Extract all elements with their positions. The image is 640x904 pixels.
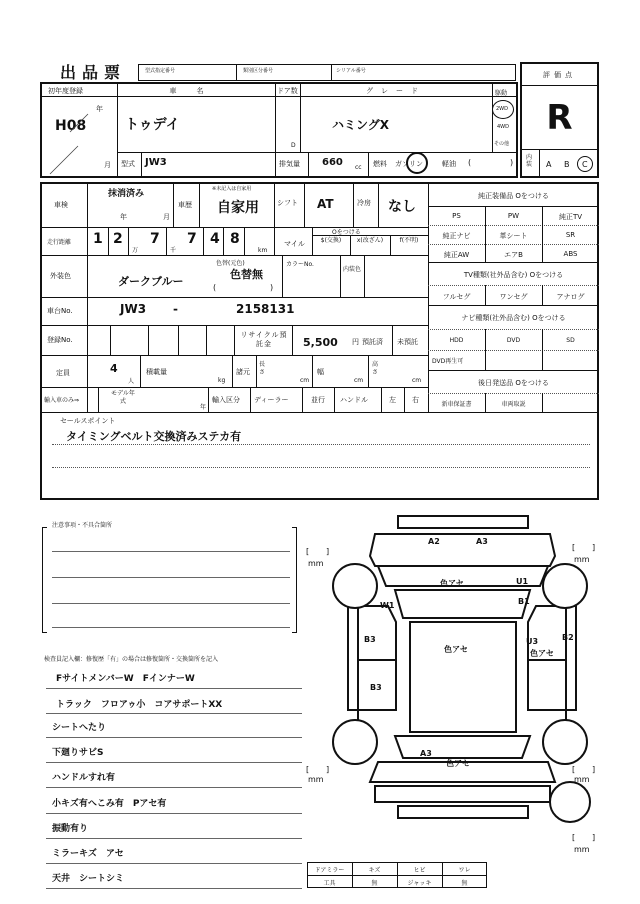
drive-2wd: 2WD <box>496 106 508 112</box>
note-item: 小キズ有へこみ有 Pアセ有 <box>52 799 167 809</box>
fuel-label: 燃料 <box>373 160 387 168</box>
aircon-value: なし <box>388 199 416 215</box>
rear-bumper-shape <box>398 806 528 818</box>
genuine-title: 純正装備品 Oをつける <box>478 192 549 200</box>
first-reg-value: H08 <box>55 118 87 134</box>
equip-navi: 純正ナビ <box>442 232 471 240</box>
damage-code: A2 <box>428 537 440 546</box>
model-year-label: モデル年式 <box>111 390 135 405</box>
rear-glass-shape <box>395 736 530 758</box>
shaken-year: 年 <box>120 213 127 221</box>
legend-kizu: キズ <box>368 867 381 874</box>
handle-label: ハンドル <box>340 396 368 404</box>
recycle-label: リサイクル預託金 <box>240 331 288 348</box>
equip-tv: 純正TV <box>558 213 583 221</box>
equip-sr: SR <box>565 231 576 239</box>
recycle-deposited: 預託済 <box>362 338 383 346</box>
svg-text:]: ] <box>592 765 596 774</box>
displacement-label: 排気量 <box>279 160 300 168</box>
recycle-undeposited: 未預託 <box>397 338 418 346</box>
color-change-value: 色替無 <box>230 268 263 281</box>
damage-code: B3 <box>364 635 376 644</box>
serial-label: シリアル番号 <box>336 68 366 74</box>
width-label: 幅 <box>317 368 324 376</box>
interior-c-circle <box>577 156 593 172</box>
damage-code: A3 <box>420 749 432 758</box>
interior-label: 内装 <box>526 154 533 168</box>
mileage-d5: 4 <box>210 231 220 247</box>
note-item: ミラーキズ アセ <box>52 849 124 859</box>
shaken-month: 月 <box>163 213 170 221</box>
load-unit: kg <box>218 377 226 384</box>
wheel-front-right <box>543 564 587 608</box>
height-cm: cm <box>412 377 422 384</box>
svg-text:]: ] <box>592 833 596 842</box>
interior-c: C <box>582 160 588 169</box>
mm-label: mm <box>574 775 590 784</box>
evaluation-label: 評価点 <box>543 71 576 79</box>
front-panel-shape <box>370 534 555 566</box>
front-bumper-shape <box>398 516 528 528</box>
interior-a: A <box>546 160 552 169</box>
dealer-option: ディーラー <box>254 396 289 404</box>
legend-mirror: ドアミラー <box>314 867 345 874</box>
page-title: 出品票 <box>60 63 127 82</box>
note-item: トラック フロアゥ小 コアサポートXX <box>56 700 223 710</box>
mm-label: mm <box>308 559 324 568</box>
recycle-value: 5,500 <box>303 336 338 349</box>
shift-label: シフト <box>277 199 298 207</box>
wheel-rear-right <box>543 720 587 764</box>
legend-hibi: ヒビ <box>413 867 426 874</box>
note-item: 天井 シートシミ <box>52 874 125 884</box>
katashiki-nintei-box <box>138 64 237 81</box>
capacity-label: 定員 <box>56 369 70 377</box>
grade-label: グレード <box>366 87 426 95</box>
caution-bracket-right <box>292 527 297 633</box>
history-value: 自家用 <box>217 200 259 216</box>
svg-text:]: ] <box>326 765 330 774</box>
note-item: 下廻りサビS <box>52 748 104 758</box>
chassis-label: 車台No. <box>47 307 73 315</box>
windshield-shape <box>395 590 530 618</box>
damage-code: U1 <box>516 577 529 586</box>
legend-jack: ジャッキ <box>407 880 432 887</box>
fuel-gas-circle <box>406 152 428 174</box>
legend-ware: ワレ <box>458 867 471 874</box>
displacement-value: 660 <box>322 157 343 168</box>
reg-no-label: 登録No. <box>47 336 73 344</box>
mileage-d3: 7 <box>150 231 160 247</box>
drive-4wd: 4WD <box>497 124 509 130</box>
tv-analog: アナログ <box>556 293 585 301</box>
sales-text: タイミングベルト交換済みステカ有 <box>66 430 242 443</box>
model-value: JW3 <box>145 157 167 168</box>
damage-code: U3 <box>526 637 539 646</box>
serial-box <box>331 64 516 81</box>
first-reg-year-mark: 年 <box>96 105 103 113</box>
model-year-nen: 年 <box>200 404 207 411</box>
first-reg-slashes <box>40 96 118 178</box>
note-item: FサイトメンバーW FインナーW <box>56 674 195 684</box>
man-mark: 万 <box>132 247 139 254</box>
navi-hdd: HDD <box>449 337 464 344</box>
dvd-playback: DVD再生可 <box>432 358 464 365</box>
equip-pw: PW <box>507 212 520 220</box>
svg-text:[: [ <box>306 765 310 774</box>
load-label: 積載量 <box>146 368 167 376</box>
later-title: 後日発送品 Oをつける <box>478 379 549 387</box>
capacity-value: 4 <box>110 362 118 375</box>
legend-tool-value: 無 <box>371 880 378 887</box>
caution-label: 注意事項・不具合箇所 <box>52 522 113 529</box>
drive-2wd-circle <box>492 100 514 119</box>
equip-airbag: エアB <box>504 251 523 259</box>
car-name-label: 車名 <box>169 87 224 95</box>
tv-fullseg: フルセグ <box>442 293 471 301</box>
note-item: ハンドルすれ有 <box>52 773 116 783</box>
mileage-d1: 1 <box>93 231 103 247</box>
displacement-unit: cc <box>355 164 362 171</box>
damage-code: B1 <box>518 597 530 606</box>
aircon-label: 冷房 <box>357 199 371 207</box>
mm-label: mm <box>308 775 324 784</box>
length-cm: cm <box>300 377 310 384</box>
damage-code: W1 <box>380 601 395 610</box>
handle-right: 右 <box>412 396 419 404</box>
unknown-option: f(不明) <box>399 237 419 244</box>
svg-text:[: [ <box>306 547 310 556</box>
katashiki-nintei-label: 型式指定番号 <box>145 68 176 74</box>
doors-label: ドア数 <box>277 87 298 95</box>
note-item: 振動有り <box>52 824 89 834</box>
damage-code: B2 <box>562 633 574 642</box>
wheel-rear-left <box>333 720 377 764</box>
km-mark: km <box>258 247 268 254</box>
svg-text:[: [ <box>572 543 576 552</box>
grade-value: ハミングX <box>332 118 390 132</box>
mark-note: Oをつける <box>332 229 361 236</box>
later-manual: 車両取説 <box>501 401 526 408</box>
damage-code: A3 <box>476 537 488 546</box>
damage-code: 色アセ <box>440 579 464 588</box>
shaken-label: 車検 <box>54 201 68 209</box>
length-label: 長さ <box>259 361 266 376</box>
drive-label: 駆動 <box>495 90 508 97</box>
roof-shape <box>410 622 516 732</box>
tamper-option: x(改ざん) <box>356 237 384 244</box>
svg-text:[: [ <box>572 833 576 842</box>
equip-ps: PS <box>452 212 461 220</box>
evaluation-value: R <box>546 98 573 138</box>
interior-color-label: 内装色 <box>342 266 361 273</box>
svg-text:]: ] <box>326 547 330 556</box>
chassis-dash: - <box>173 302 178 316</box>
damage-code: 色アセ <box>530 649 554 658</box>
equip-abs: ABS <box>563 250 578 258</box>
inspector-label: 検査員記入欄：修復歴「有」の場合は修復箇所・交換箇所を記入 <box>44 656 219 663</box>
damage-code: 色アセ <box>444 645 468 654</box>
legend-tool: 工具 <box>323 880 336 887</box>
import-type-label: 輸入区分 <box>212 396 240 404</box>
ruibetsu-label: 類別区分番号 <box>243 68 274 74</box>
damage-code: 色アセ <box>446 759 470 768</box>
ruibetsu-box <box>236 64 332 81</box>
evaluation-box <box>520 62 599 178</box>
car-name-value: トゥデイ <box>125 117 180 133</box>
damage-code: B3 <box>370 683 382 692</box>
dims-label: 諸元 <box>236 368 250 376</box>
mileage-d4: 7 <box>187 231 197 247</box>
doors-mark: D <box>291 142 296 149</box>
history-note: ※未記入は自家用 <box>212 186 252 192</box>
height-label: 高さ <box>372 361 379 376</box>
mile-label: マイル <box>284 240 305 248</box>
note-item: シートへたり <box>52 723 107 733</box>
drive-other: その他 <box>494 141 510 147</box>
mm-label: mm <box>574 555 590 564</box>
mileage-label: 走行距離 <box>47 239 72 246</box>
capacity-unit: 人 <box>128 378 135 385</box>
fuel-kei: 軽油 <box>442 160 456 168</box>
caution-bracket-left <box>42 527 47 633</box>
legend-jack-value: 無 <box>461 880 468 887</box>
fuel-gas: ガソリン <box>395 160 423 168</box>
chassis-number: 2158131 <box>236 302 295 316</box>
exchange-option: $(交換) <box>320 237 342 244</box>
tv-oneseg: ワンセグ <box>499 293 528 301</box>
parallel-option: 並行 <box>311 396 325 404</box>
shift-value: AT <box>317 197 334 211</box>
interior-b: B <box>564 160 570 169</box>
tv-title: TV種類(社外品含む) Oをつける <box>463 271 564 279</box>
mm-label: mm <box>574 845 590 854</box>
handle-left: 左 <box>389 396 396 404</box>
navi-dvd: DVD <box>506 337 521 344</box>
shaken-value: 抹消済み <box>108 189 145 199</box>
sales-label: セールスポイント <box>60 417 116 425</box>
color-change-label: 色替(元色) <box>216 260 245 267</box>
navi-title: ナビ種類(社外品含む) Oをつける <box>461 314 566 322</box>
color-value: ダークブルー <box>118 275 184 288</box>
chassis-prefix: JW3 <box>120 302 147 316</box>
mileage-d6: 8 <box>230 231 240 247</box>
svg-text:[: [ <box>572 765 576 774</box>
first-reg-label: 初年度登録 <box>48 87 83 95</box>
color-label: 外装色 <box>50 272 71 280</box>
svg-text:]: ] <box>592 543 596 552</box>
equip-leather: 革シート <box>499 232 528 240</box>
equip-aw: 純正AW <box>443 251 470 259</box>
model-label: 型式 <box>121 160 135 168</box>
import-label: 輸入車のみ⇒ <box>44 397 80 404</box>
later-warranty: 新車保証書 <box>441 401 472 408</box>
mileage-d2: 2 <box>113 231 123 247</box>
first-reg-month-mark: 月 <box>104 161 111 169</box>
recycle-unit: 円 <box>352 338 359 346</box>
spare-tire <box>550 782 590 822</box>
color-no-label: カラーNo. <box>286 261 314 268</box>
width-cm: cm <box>354 377 364 384</box>
history-label: 車歴 <box>178 201 192 209</box>
car-damage-diagram <box>300 510 620 870</box>
sen-mark: 千 <box>170 247 177 254</box>
wheel-front-left <box>333 564 377 608</box>
navi-sd: SD <box>566 337 575 344</box>
